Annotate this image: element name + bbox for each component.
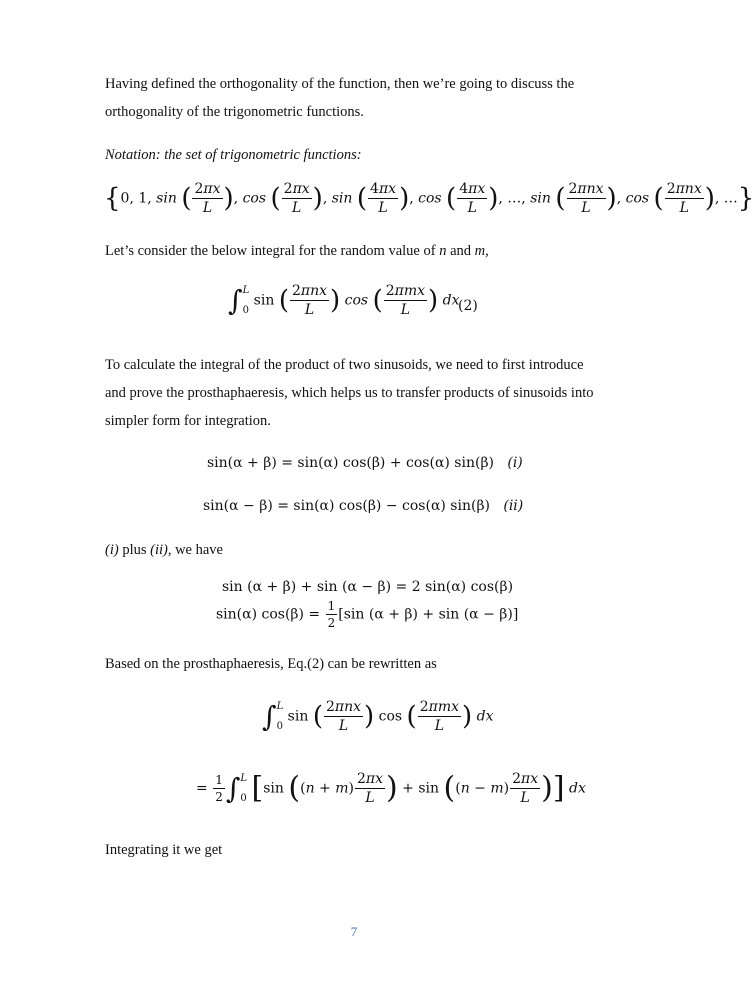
paragraph-line: and prove the prosthaphaeresis, which helps us to transfer products of sinusoids into xyxy=(105,385,594,401)
paragraph-line: Integrating it we get xyxy=(105,842,223,858)
expanded-integral: = $\frac{1}{2}$ ∫ L 0 [sin ((n + m) $\frac{2\pi x}{L}$ ) + sin ((n − m) $\frac{2\pi x}{L}$ )] dx xyxy=(196,770,586,806)
paragraph-line: (i) plus (ii), we have xyxy=(105,542,223,558)
paragraph-line: simpler form for integration. xyxy=(105,413,271,429)
equation-2: ∫ L 0 sin ( $\frac{\text{2πnx}}{L}$ ) cos ( $\frac{\text{2πmx}}{L}$ ) dx xyxy=(228,283,460,318)
paragraph-line: Having defined the orthogonality of the function, then we’re going to discuss the xyxy=(105,76,575,92)
paragraph-line: Let’s consider the below integral for the random value of n and m, xyxy=(105,243,489,259)
trig-function-set: {0, 1, sin ( $\frac{2\pi x}{L}$ ), cos ( $\frac{2\pi x}{L}$ ), sin ( $\frac{4\pi x}{L}$ ), cos ( $\frac{4\pi x}{L}$ ), …, sin ( $\frac{\text{2πnx}}{L}$ ), cos ( $\frac{\text{2πnx}}{L}$ ), …} xyxy=(104,181,754,216)
paragraph-line: orthogonality of the trigonometric functions. xyxy=(105,104,364,120)
identity-ii: sin(α − β) = sin(α) cos(β) − cos(α) sin(β) (ii) xyxy=(203,498,524,514)
identity-i: sin(α + β) = sin(α) cos(β) + cos(α) sin(β) (i) xyxy=(207,455,523,471)
paragraph-line: Based on the prosthaphaeresis, Eq.(2) can be rewritten as xyxy=(105,656,437,672)
notation-line: Notation: the set of trigonometric functions: xyxy=(105,147,362,163)
product-identity: sin(α) cos(β) = $\frac{1}{2}$ [sin (α + β) + sin (α − β)] xyxy=(216,599,519,630)
paragraph-line: To calculate the integral of the product of two sinusoids, we need to first introduce xyxy=(105,357,584,373)
rewritten-integral: ∫ L 0 sin ( $\frac{\text{2πnx}}{L}$ ) cos ( $\frac{\text{2πmx}}{L}$ ) dx xyxy=(262,699,494,734)
sum-identity: sin (α + β) + sin (α − β) = 2 sin(α) cos(β) xyxy=(222,579,514,595)
equation-number: (2) xyxy=(458,298,478,314)
page-number: 7 xyxy=(350,924,358,939)
